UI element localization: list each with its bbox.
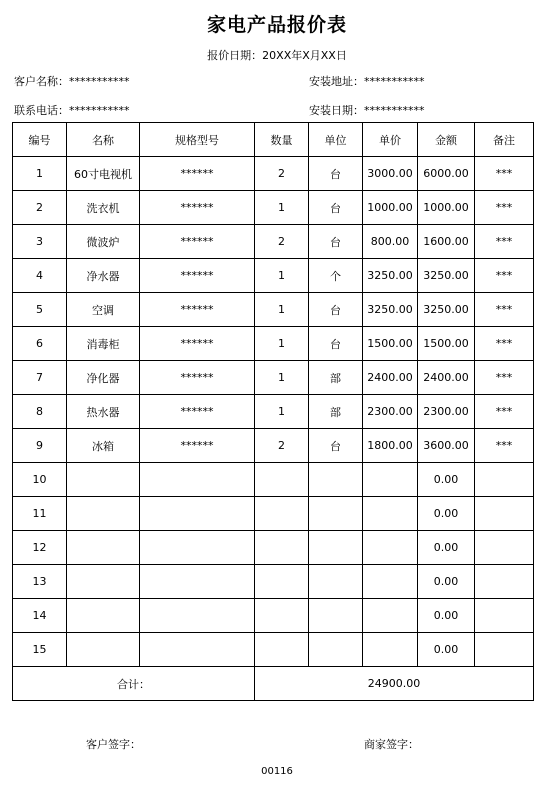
cell-remark: *** [475,327,534,361]
cell-unit-price: 3250.00 [363,259,418,293]
cell-amount: 3600.00 [418,429,475,463]
cell-quantity: 2 [255,429,309,463]
cell-quantity [255,531,309,565]
table-row [13,191,534,225]
cell-number: 11 [13,497,67,531]
cell-amount: 3250.00 [418,259,475,293]
cell-name: 洗衣机 [67,191,140,225]
cell-model: ****** [140,293,255,327]
cell-model [140,497,255,531]
cell-unit-price [363,565,418,599]
table-row [13,395,534,429]
cell-unit-price [363,531,418,565]
cell-remark: *** [475,429,534,463]
cell-remark: *** [475,293,534,327]
cell-unit: 台 [309,327,363,361]
cell-unit-price: 800.00 [363,225,418,259]
customer-signature-label: 客户签字： [86,738,141,751]
cell-amount: 3250.00 [418,293,475,327]
cell-unit [309,531,363,565]
customer-name-value: *********** [69,75,130,88]
cell-number: 13 [13,565,67,599]
cell-unit-price [363,599,418,633]
page-number: 00116 [261,766,293,777]
cell-amount: 0.00 [418,497,475,531]
cell-amount: 2400.00 [418,361,475,395]
total-label: 合计： [13,667,255,701]
cell-amount: 0.00 [418,531,475,565]
cell-name: 冰箱 [67,429,140,463]
header-cell-number: 编号 [13,123,67,157]
table-row [13,429,534,463]
cell-quantity: 1 [255,259,309,293]
cell-quantity: 2 [255,157,309,191]
cell-unit: 台 [309,157,363,191]
cell-number: 4 [13,259,67,293]
cell-model [140,463,255,497]
table-row [13,463,534,497]
install-address-label: 安装地址： [309,75,364,88]
cell-name [67,565,140,599]
cell-unit-price: 3250.00 [363,293,418,327]
table-row [13,327,534,361]
table-row [13,157,534,191]
cell-amount: 6000.00 [418,157,475,191]
cell-number: 14 [13,599,67,633]
cell-remark: *** [475,157,534,191]
cell-model [140,599,255,633]
cell-quantity [255,633,309,667]
cell-amount: 0.00 [418,599,475,633]
cell-number: 2 [13,191,67,225]
cell-name: 空调 [67,293,140,327]
cell-model: ****** [140,361,255,395]
cell-quantity [255,565,309,599]
cell-name [67,497,140,531]
cell-model [140,565,255,599]
cell-number: 8 [13,395,67,429]
cell-name [67,633,140,667]
header-cell-unit: 单位 [309,123,363,157]
cell-number: 10 [13,463,67,497]
document-title: 家电产品报价表 [206,14,347,36]
table-row [13,293,534,327]
cell-number: 1 [13,157,67,191]
table-row [13,259,534,293]
cell-remark [475,497,534,531]
cell-unit-price: 2400.00 [363,361,418,395]
cell-amount: 1600.00 [418,225,475,259]
cell-unit: 个 [309,259,363,293]
header-cell-amount: 金额 [418,123,475,157]
cell-number: 9 [13,429,67,463]
header-cell-model: 规格型号 [140,123,255,157]
cell-unit-price [363,463,418,497]
cell-number: 5 [13,293,67,327]
cell-unit: 台 [309,225,363,259]
table-row [13,361,534,395]
total-row [13,667,534,701]
install-address-value: *********** [364,75,425,88]
merchant-signature-label: 商家签字： [364,738,419,751]
cell-unit-price: 3000.00 [363,157,418,191]
cell-number: 12 [13,531,67,565]
total-value: 24900.00 [255,667,534,701]
cell-unit-price [363,633,418,667]
install-address-field [309,73,425,89]
table-row [13,497,534,531]
cell-unit [309,497,363,531]
cell-name: 热水器 [67,395,140,429]
header-cell-quantity: 数量 [255,123,309,157]
cell-quantity: 1 [255,361,309,395]
cell-unit-price [363,497,418,531]
install-date-label: 安装日期： [309,104,364,117]
quote-table [12,122,534,701]
quote-date: 报价日期：20XX年X月XX日 [207,49,347,62]
cell-model [140,531,255,565]
cell-model: ****** [140,191,255,225]
cell-remark: *** [475,259,534,293]
table-row [13,531,534,565]
install-date-value: *********** [364,104,425,117]
cell-model: ****** [140,327,255,361]
table-row [13,599,534,633]
cell-amount: 1500.00 [418,327,475,361]
cell-quantity [255,463,309,497]
cell-number: 15 [13,633,67,667]
customer-name-field [14,73,130,89]
cell-quantity: 2 [255,225,309,259]
cell-unit: 部 [309,361,363,395]
phone-label: 联系电话： [14,104,69,117]
table-header-row [13,123,534,157]
cell-model [140,633,255,667]
cell-amount: 0.00 [418,633,475,667]
header-cell-remark: 备注 [475,123,534,157]
cell-unit: 台 [309,191,363,225]
cell-unit: 台 [309,429,363,463]
cell-number: 6 [13,327,67,361]
cell-name [67,599,140,633]
cell-model: ****** [140,157,255,191]
cell-remark: *** [475,395,534,429]
customer-name-label: 客户名称： [14,75,69,88]
cell-name: 净水器 [67,259,140,293]
cell-remark [475,565,534,599]
cell-name [67,531,140,565]
cell-amount: 0.00 [418,565,475,599]
cell-unit [309,463,363,497]
phone-field [14,102,130,118]
cell-remark [475,633,534,667]
cell-unit: 台 [309,293,363,327]
cell-name: 微波炉 [67,225,140,259]
table-row [13,565,534,599]
cell-amount: 0.00 [418,463,475,497]
cell-quantity: 1 [255,395,309,429]
cell-remark [475,531,534,565]
cell-model: ****** [140,429,255,463]
cell-unit [309,565,363,599]
cell-unit: 部 [309,395,363,429]
cell-remark: *** [475,191,534,225]
cell-remark: *** [475,361,534,395]
header-cell-name: 名称 [67,123,140,157]
table-row [13,225,534,259]
cell-quantity [255,599,309,633]
cell-number: 3 [13,225,67,259]
cell-model: ****** [140,395,255,429]
cell-unit [309,633,363,667]
table-body [13,157,534,667]
cell-amount: 2300.00 [418,395,475,429]
cell-number: 7 [13,361,67,395]
cell-quantity [255,497,309,531]
cell-quantity: 1 [255,327,309,361]
cell-unit-price: 1000.00 [363,191,418,225]
cell-quantity: 1 [255,293,309,327]
cell-amount: 1000.00 [418,191,475,225]
cell-remark [475,599,534,633]
cell-unit-price: 1500.00 [363,327,418,361]
cell-remark: *** [475,225,534,259]
cell-name: 净化器 [67,361,140,395]
cell-remark [475,463,534,497]
cell-model: ****** [140,259,255,293]
cell-unit-price: 2300.00 [363,395,418,429]
cell-unit-price: 1800.00 [363,429,418,463]
cell-quantity: 1 [255,191,309,225]
cell-model: ****** [140,225,255,259]
cell-name [67,463,140,497]
cell-name: 60寸电视机 [67,157,140,191]
header-cell-unit-price: 单价 [363,123,418,157]
install-date-field [309,102,425,118]
cell-unit [309,599,363,633]
phone-value: *********** [69,104,130,117]
table-row [13,633,534,667]
cell-name: 消毒柜 [67,327,140,361]
